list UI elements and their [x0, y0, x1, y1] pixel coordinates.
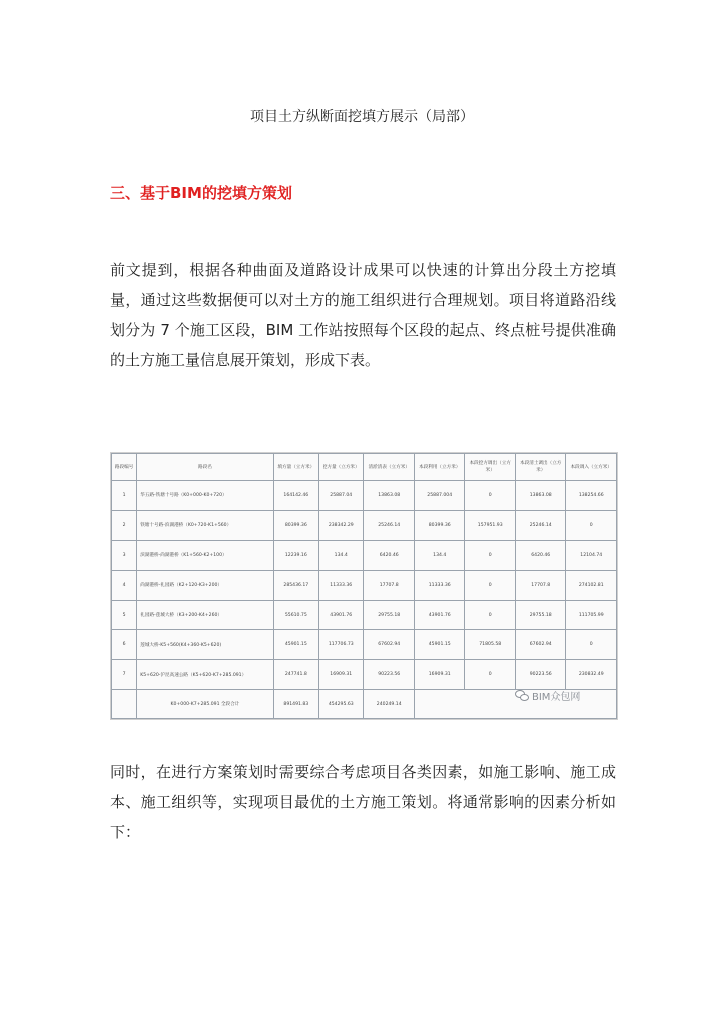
table-header-cell: 本段清土调出（立方米） [515, 454, 566, 481]
table-cell: 0 [465, 570, 516, 600]
table-cell-segment-name: 铁塘十号路-滨湖港桥（K0+720-K1+560） [137, 510, 273, 540]
paragraph-intro: 前文提到，根据各种曲面及道路设计成果可以快速的计算出分段土方挖填量，通过这些数据便可以对土方的施工组织进行合理规划。项目将道路沿线划分为 7 个施工区段，BIM 工作站按照每个区段的起点、终点桩号提供准确的土方施工量信息展开策划，形成下表。 [110, 261, 616, 369]
table-row [112, 570, 617, 600]
table-cell-segment-name: 尚湖港桥-礼园路（K2+120-K3+200） [137, 570, 273, 600]
table-cell: 111705.99 [566, 600, 617, 630]
table-cell: 274102.81 [566, 570, 617, 600]
table-cell: 12239.16 [273, 540, 318, 570]
table-cell: 11333.36 [414, 570, 465, 600]
table-cell: 25887.04 [319, 481, 364, 511]
table-cell-segment-name: 滨湖港桥-尚湖港桥（K1+560-K2+100） [137, 540, 273, 570]
table-cell: 67602.94 [515, 630, 566, 660]
table-cell: 134.4 [319, 540, 364, 570]
table-cell: 164142.46 [273, 481, 318, 511]
paragraph-factors: 同时，在进行方案策划时需要综合考虑项目各类因素，如施工影响、施工成本、施工组织等，实现项目最优的土方施工策划。将通常影响的因素分析如下： [110, 763, 616, 841]
table-header-cell: 路段编号 [112, 454, 137, 481]
table-cell: 1 [112, 481, 137, 511]
table-cell-segment-name: 礼园路-莲城大桥（K3+200-K4+260） [137, 600, 273, 630]
table-cell: 6420.46 [515, 540, 566, 570]
table-header-cell: 本段调入（立方米） [566, 454, 617, 481]
table-cell: 3 [112, 540, 137, 570]
table-cell: 80399.36 [273, 510, 318, 540]
table-cell: 0 [566, 630, 617, 660]
wechat-icon [515, 690, 529, 701]
table-cell: 25246.14 [515, 510, 566, 540]
table-cell-segment-name: 莲城大桥-K5+560(K4+360-K5+620) [137, 630, 273, 660]
table-cell: 45901.15 [273, 630, 318, 660]
table-cell: 285436.17 [273, 570, 318, 600]
table-cell: 0 [465, 660, 516, 690]
table-cell: 4 [112, 570, 137, 600]
table-cell: 43901.76 [414, 600, 465, 630]
table-cell: 5 [112, 600, 137, 630]
table-cell: 7 [112, 660, 137, 690]
table-cell: 45901.15 [414, 630, 465, 660]
table-cell: 29755.18 [364, 600, 415, 630]
table-cell: 134.4 [414, 540, 465, 570]
table-cell: 238342.29 [319, 510, 364, 540]
watermark-text: BIM众包网 [532, 692, 581, 703]
table-cell: 80399.36 [414, 510, 465, 540]
table-cell-segment-name: 华五路-铁塘十号路（K0+000-K0+720） [137, 481, 273, 511]
table-cell: 11333.36 [319, 570, 364, 600]
table-cell: 43901.76 [319, 600, 364, 630]
table-cell: 25246.14 [364, 510, 415, 540]
table-header-cell: 挖方量（立方米） [319, 454, 364, 481]
table-row [112, 660, 617, 690]
table-cell: 17707.8 [515, 570, 566, 600]
table-total-value: 891491.83 [273, 690, 318, 719]
table-cell: 90223.56 [515, 660, 566, 690]
earthwork-table [111, 453, 617, 719]
section-heading: 三、基于BIM的挖填方策划 [110, 184, 292, 202]
earthwork-table-image [110, 452, 618, 720]
table-cell: 230832.49 [566, 660, 617, 690]
figure-caption: 项目土方纵断面挖填方展示（局部） [250, 109, 474, 125]
table-row [112, 481, 617, 511]
table-row [112, 630, 617, 660]
table-header-cell: 填方量（立方米） [273, 454, 318, 481]
table-total-label: K0+000-K7+285.091 全段合计 [137, 690, 273, 719]
table-cell: 12104.74 [566, 540, 617, 570]
table-cell: 6 [112, 630, 137, 660]
table-cell [112, 690, 137, 719]
table-cell: 2 [112, 510, 137, 540]
table-header-cell: 本段利用（立方米） [414, 454, 465, 481]
table-cell: 16909.31 [414, 660, 465, 690]
table-row [112, 600, 617, 630]
table-cell: 17707.8 [364, 570, 415, 600]
table-cell: 13863.08 [515, 481, 566, 511]
table-cell: 25887.004 [414, 481, 465, 511]
table-cell: 117706.73 [319, 630, 364, 660]
table-cell: 138254.66 [566, 481, 617, 511]
table-total-value: 454295.63 [319, 690, 364, 719]
table-cell: 0 [566, 510, 617, 540]
table-cell: 71805.58 [465, 630, 516, 660]
table-header-cell: 本段挖方调出（立方米） [465, 454, 516, 481]
table-cell: 13863.08 [364, 481, 415, 511]
table-cell: 157951.93 [465, 510, 516, 540]
table-cell: 90223.56 [364, 660, 415, 690]
table-cell: 0 [465, 600, 516, 630]
table-cell: 16909.31 [319, 660, 364, 690]
watermark [515, 688, 580, 703]
table-cell-segment-name: K5+620-沪昆高速公路（K5+620-K7+285.091） [137, 660, 273, 690]
table-cell: 6420.46 [364, 540, 415, 570]
table-row [112, 510, 617, 540]
table-row [112, 540, 617, 570]
table-header-row [112, 454, 617, 481]
table-cell: 247741.8 [273, 660, 318, 690]
table-cell: 55610.75 [273, 600, 318, 630]
table-total-value: 240249.14 [364, 690, 415, 719]
table-header-cell: 清淤清表（立方米） [364, 454, 415, 481]
table-cell: 29755.18 [515, 600, 566, 630]
table-cell: 0 [465, 481, 516, 511]
table-header-cell: 路段名 [137, 454, 273, 481]
table-cell: 0 [465, 540, 516, 570]
table-cell: 67602.94 [364, 630, 415, 660]
